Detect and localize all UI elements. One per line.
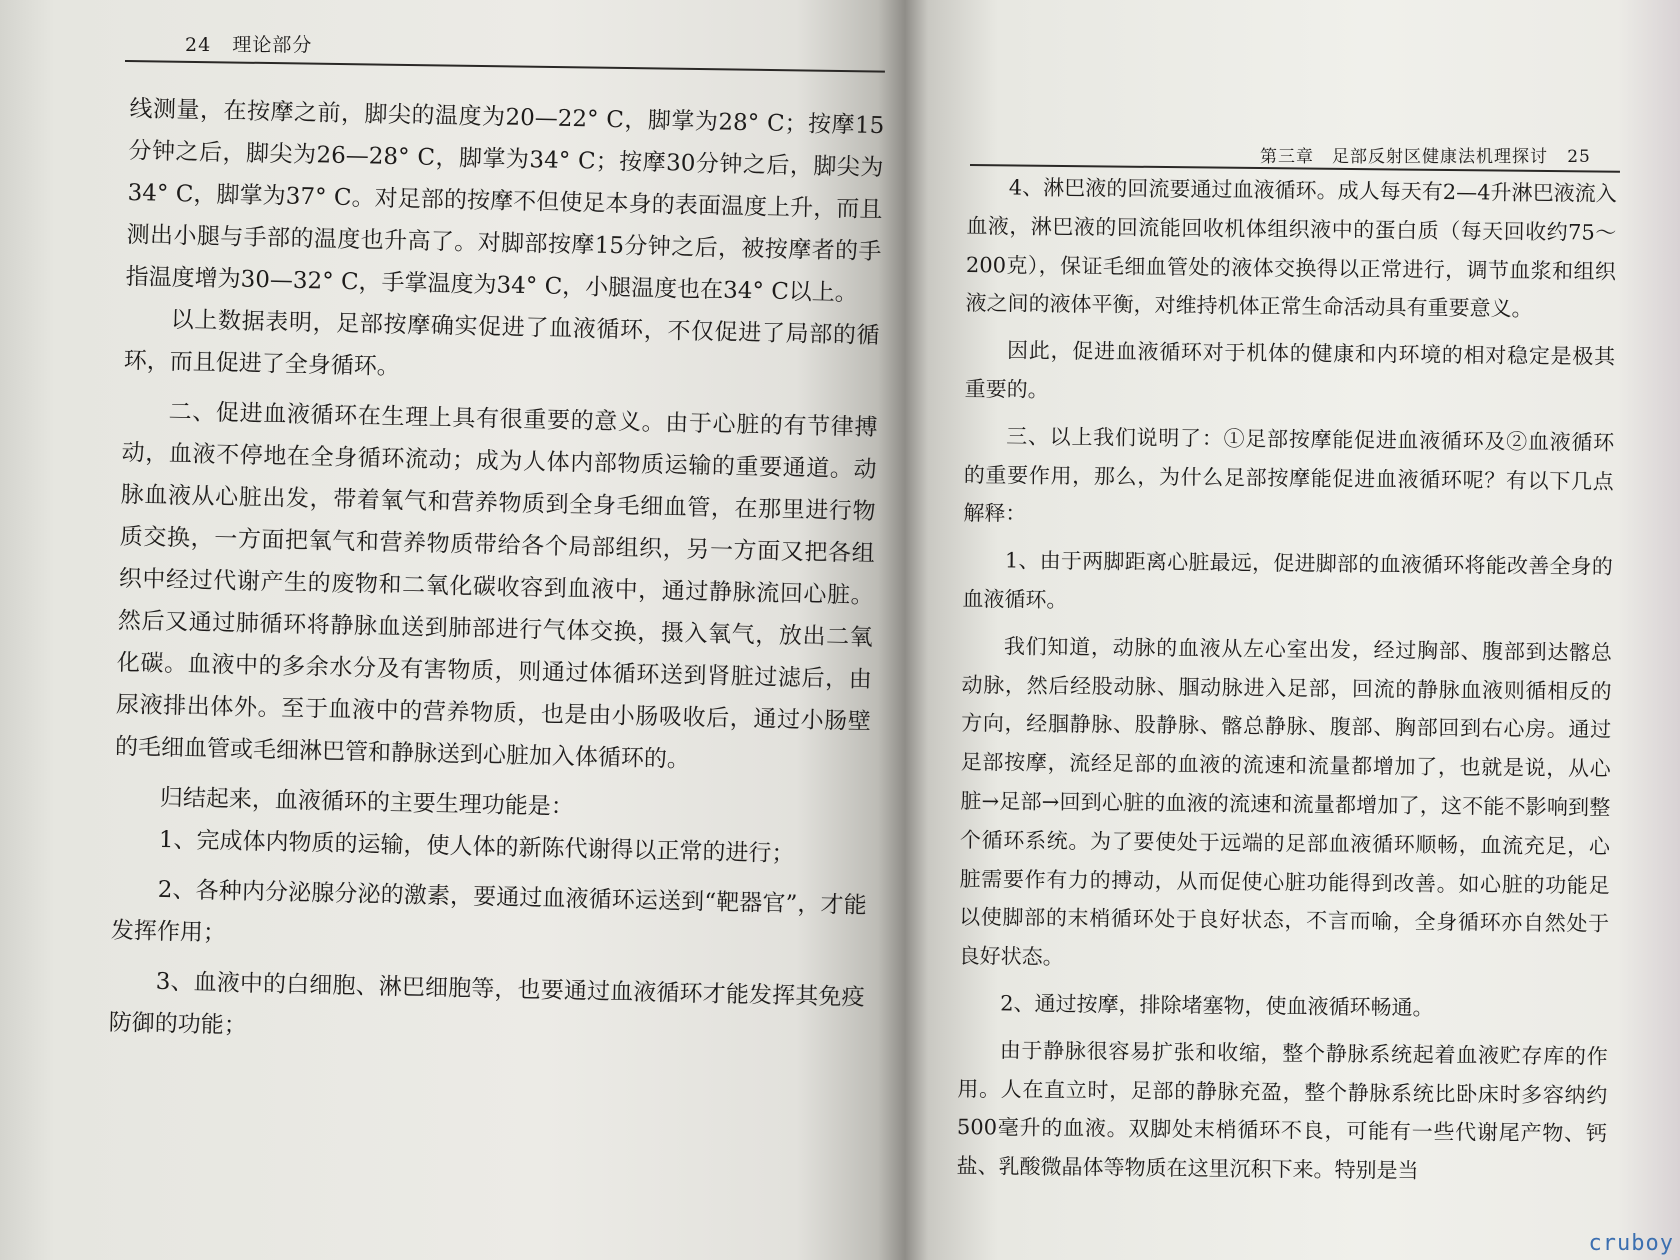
left-body-text xyxy=(108,88,884,1061)
paragraph: 三、以上我们说明了：①足部按摩能促进血液循环及②血液循环的重要作用，那么，为什么足部按摩能促进血液循环呢？有以下几点解释： xyxy=(963,424,1615,527)
paragraph: 2、通过按摩，排除堵塞物，使血液循环畅通。 xyxy=(1000,991,1434,1020)
left-running-head xyxy=(185,30,312,57)
paragraph: 3、血液中的白细胞、淋巴细胞等，也要通过血液循环才能发挥其免疫防御的功能； xyxy=(108,968,865,1039)
paragraph: 1、由于两脚距离心脏最远，促进脚部的血液循环将能改善全身的血液循环。 xyxy=(962,548,1613,613)
paragraph: 归结起来，血液循环的主要生理功能是： xyxy=(159,784,575,821)
paragraph: 以上数据表明，足部按摩确实促进了血液循环，不仅促进了局部的循环，而且促进了全身循环。 xyxy=(123,306,880,381)
paragraph: 4、淋巴液的回流要通过血液循环。成人每天有2—4升淋巴液流入血液，淋巴液的回流能回收机体组织液中的蛋白质（每天回收约75～200克），保证毛细血管处的液体交换得以正常进行，调节血浆和组织液之间的液体平衡，对维持机体正常生命活动具有重要意义。 xyxy=(965,175,1617,322)
paragraph: 1、完成体内物质的运输，使人体的新陈代谢得以正常的进行； xyxy=(158,826,795,868)
paragraph: 因此，促进血液循环对于机体的健康和内环境的相对稳定是极其重要的。 xyxy=(964,338,1616,402)
paragraph: 我们知道，动脉的血液从左心室出发，经过胸部、腹部到达髂总动脉，然后经股动脉、腘动脉进入足部，回流的静脉血液则循相反的方向，经腘静脉、股静脉、髂总静脉、腹部、胸部回到右心房。通过足部按摩，流经足部的血液的流速和流量都增加了，也就是说，从心脏→足部→回到心脏的血液的流速和流量都增加了，这不能不影响到整个循环系统。为了要使处于远端的足部血液循环顺畅，血流充足，心脏需要作有力的搏动，从而促使心脏功能得到改善。如心脏的功能足以使脚部的末梢循环处于良好状态，不言而喻，全身循环亦自然处于良好状态。 xyxy=(958,634,1613,970)
left-page-number: 24 xyxy=(185,34,212,56)
paragraph: 2、各种内分泌腺分泌的激素，要通过血液循环运送到“靶器官”，才能发挥作用； xyxy=(110,876,867,947)
paragraph: 由于静脉很容易扩张和收缩，整个静脉系统起着血液贮存库的作用。人在直立时，足部的静脉充盈，整个静脉系统比卧床时多容纳约500毫升的血液。双脚处末梢循环不良，可能有一些代谢尾产物、钙盐、乳酸微晶体等物质在这里沉积下来。特别是当 xyxy=(956,1038,1608,1183)
right-page xyxy=(905,0,1680,1260)
paragraph: 二、促进血液循环在生理上具有很重要的意义。由于心脏的有节律搏动，血液不停地在全身循环流动；成为人体内部物质运输的重要通道。动脉血液从心脏出发，带着氧气和营养物质到全身毛细血管，在那里进行物质交换，一方面把氧气和营养物质带给各个局部组织，另一方面又把各组织中经过代谢产生的废物和二氧化碳收容到血液中，通过静脉流回心脏。然后又通过肺循环将静脉血送到肺部进行气体交换，摄入氧气，放出二氧化碳。血液中的多余水分及有害物质，则通过体循环送到肾脏过滤后，由尿液排出体外。至于血液中的营养物质，也是由小肠吸收后，通过小肠壁的毛细血管或毛细淋巴管和静脉送到心脏加入体循环的。 xyxy=(114,398,878,773)
right-body-text xyxy=(956,168,1617,1193)
right-header-title: 第三章 足部反射区健康法机理探讨 xyxy=(1260,147,1548,167)
right-page-number: 25 xyxy=(1567,147,1591,167)
left-header-rule xyxy=(125,60,885,73)
paragraph: 线测量，在按摩之前，脚尖的温度为20—22° C，脚掌为28° C；按摩15分钟之后，脚尖为26—28° C，脚掌为34° C；按摩30分钟之后，脚尖为34° C，脚掌为37° C。对足部的按摩不但使足本身的表面温度上升，而且测出小腿与手部的温度也升高了。对脚部按摩15分钟之后，被按摩者的手指温度增为30—32° C，手掌温度为34° C，小腿温度也在34° C以上。 xyxy=(125,95,885,307)
watermark: cruboy xyxy=(1588,1231,1674,1256)
left-header-title: 理论部分 xyxy=(232,34,313,56)
right-running-head xyxy=(1260,142,1591,167)
